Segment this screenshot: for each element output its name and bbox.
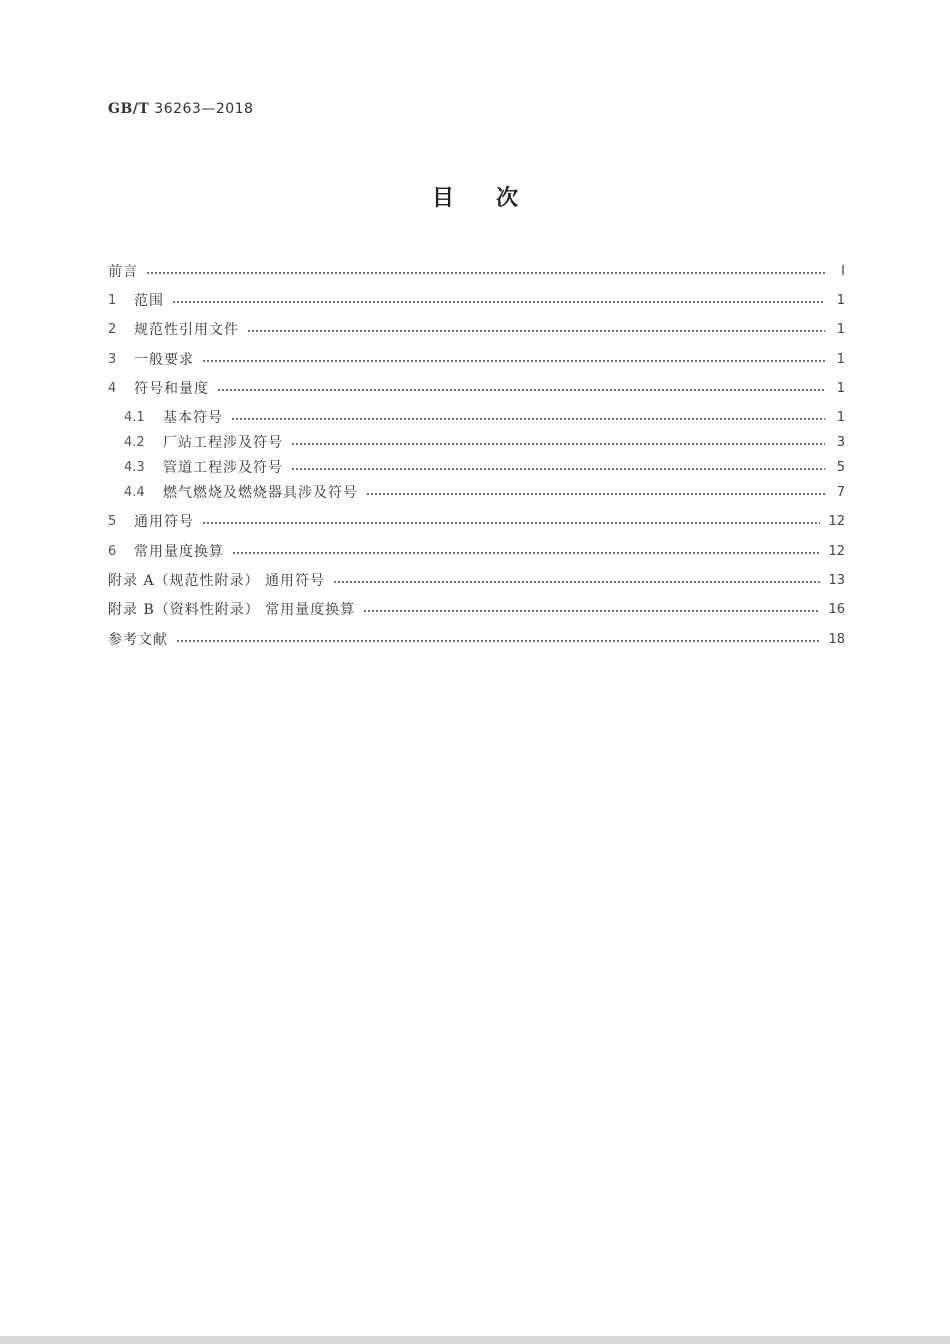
toc-entry-page: Ⅰ [841, 263, 845, 279]
toc-entry-3[interactable] [108, 347, 845, 371]
toc-entry-label: 参考文献 [108, 632, 168, 648]
toc-entry-references[interactable] [108, 627, 845, 651]
toc-entry-4[interactable] [108, 376, 845, 400]
toc-entry-label: 规范性引用文件 [134, 322, 239, 338]
toc-entry-page: 3 [836, 434, 845, 450]
toc-leader-dots [291, 443, 825, 445]
toc-entry-label: 附录 B（资料性附录） 常用量度换算 [108, 602, 356, 618]
page-bottom-edge [0, 1336, 950, 1344]
toc-entry-foreword[interactable] [108, 259, 845, 283]
toc-entry-page: 12 [828, 543, 845, 559]
toc-entry-label: 基本符号 [163, 410, 223, 426]
toc-leader-dots [176, 640, 820, 642]
toc-entry-label: 管道工程涉及符号 [163, 460, 283, 476]
toc-entry-number: 1 [108, 292, 117, 308]
toc-entry-page: 7 [836, 484, 845, 500]
toc-entry-label: 燃气燃烧及燃烧器具涉及符号 [163, 485, 358, 501]
standard-number: 36263—2018 [154, 101, 254, 117]
toc-leader-dots [333, 581, 820, 583]
toc-entry-number: 6 [108, 543, 117, 559]
toc-leader-dots [202, 522, 820, 524]
toc-entry-number: 4.2 [124, 434, 145, 450]
toc-entry-number: 4.3 [124, 459, 145, 475]
toc-entry-number: 4.1 [124, 409, 145, 425]
toc-entry-label: 通用符号 [134, 514, 194, 530]
toc-entry-appendix-a[interactable] [108, 568, 845, 592]
toc-entry-number: 4 [108, 380, 117, 396]
toc-entry-page: 1 [836, 292, 845, 308]
toc-entry-label: 附录 A（规范性附录） 通用符号 [108, 573, 326, 589]
title-char-2: 次 [496, 186, 519, 211]
title-char-1: 目 [431, 186, 454, 211]
toc-entry-5[interactable] [108, 509, 845, 533]
standard-prefix: GB/T [108, 101, 150, 117]
toc-entry-page: 1 [836, 321, 845, 337]
toc-leader-dots [172, 301, 825, 303]
toc-entry-4-2[interactable] [124, 430, 845, 454]
toc-leader-dots [232, 552, 820, 554]
toc-entry-1[interactable] [108, 288, 845, 312]
toc-entry-appendix-b[interactable] [108, 597, 845, 621]
toc-leader-dots [231, 418, 825, 420]
toc-entry-number: 5 [108, 513, 117, 529]
toc-entry-page: 1 [836, 409, 845, 425]
toc-entry-2[interactable] [108, 317, 845, 341]
toc-entry-4-4[interactable] [124, 480, 845, 504]
toc-entry-4-1[interactable] [124, 405, 845, 429]
toc-entry-label: 常用量度换算 [134, 544, 224, 560]
toc-leader-dots [146, 272, 825, 274]
toc-entry-page: 18 [828, 631, 845, 647]
toc-leader-dots [202, 360, 825, 362]
toc-entry-page: 1 [836, 380, 845, 396]
toc-entry-page: 5 [836, 459, 845, 475]
toc-leader-dots [291, 468, 825, 470]
toc-entry-label: 前言 [108, 264, 138, 280]
toc-leader-dots [247, 330, 825, 332]
toc-entry-4-3[interactable] [124, 455, 845, 479]
toc-entry-6[interactable] [108, 539, 845, 563]
toc-leader-dots [363, 610, 820, 612]
toc-entry-page: 16 [828, 601, 845, 617]
standard-header [108, 101, 253, 117]
toc-leader-dots [217, 389, 825, 391]
toc-entry-number: 4.4 [124, 484, 145, 500]
toc-entry-page: 1 [836, 351, 845, 367]
toc-entry-number: 3 [108, 351, 117, 367]
toc-entry-page: 12 [828, 513, 845, 529]
toc-entry-page: 13 [828, 572, 845, 588]
toc-entry-label: 范围 [134, 293, 164, 309]
page-title [0, 181, 950, 212]
toc-entry-label: 厂站工程涉及符号 [163, 435, 283, 451]
toc-entry-number: 2 [108, 321, 117, 337]
toc-entry-label: 一般要求 [134, 352, 194, 368]
toc-leader-dots [366, 493, 825, 495]
toc-entry-label: 符号和量度 [134, 381, 209, 397]
